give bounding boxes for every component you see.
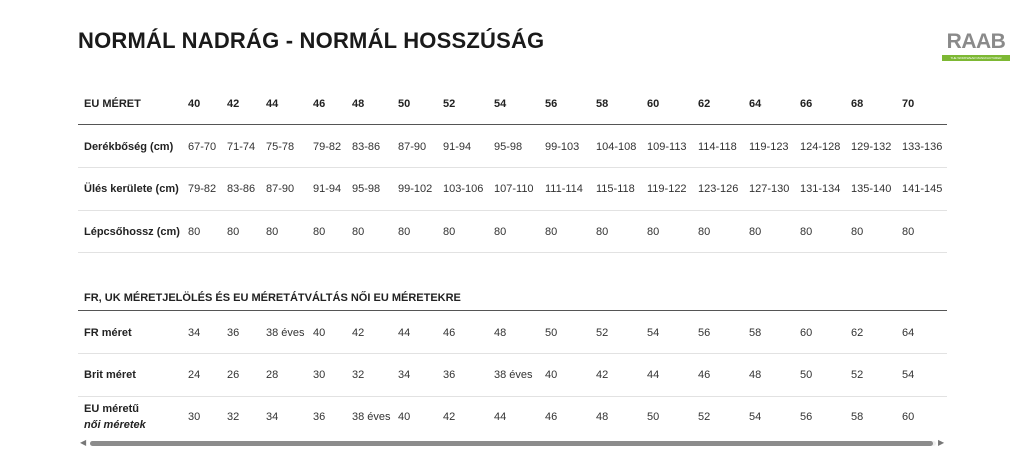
size-column-header: 56 bbox=[545, 98, 558, 110]
table-cell: 40 bbox=[545, 369, 558, 381]
table-cell: 52 bbox=[596, 327, 609, 339]
table-cell: 109-113 bbox=[647, 141, 687, 153]
table-cell: 58 bbox=[749, 327, 762, 339]
table-cell: 91-94 bbox=[313, 183, 342, 195]
size-column-header: 66 bbox=[800, 98, 813, 110]
table-cell: 58 bbox=[851, 411, 864, 423]
table-cell: 80 bbox=[749, 226, 762, 238]
table-cell: 80 bbox=[698, 226, 711, 238]
table-cell: 62 bbox=[851, 327, 864, 339]
table-cell: 42 bbox=[443, 411, 456, 423]
table-cell: 80 bbox=[851, 226, 864, 238]
table-cell: 141-145 bbox=[902, 183, 943, 195]
size-column-header: 54 bbox=[494, 98, 507, 110]
table-row-label: Ülés kerülete (cm) bbox=[84, 183, 179, 195]
table-cell: 44 bbox=[647, 369, 660, 381]
table-cell: 30 bbox=[188, 411, 201, 423]
table-cell: 119-122 bbox=[647, 183, 687, 195]
size-column-header: 58 bbox=[596, 98, 609, 110]
table-cell: 80 bbox=[647, 226, 660, 238]
table-cell: 80 bbox=[227, 226, 240, 238]
row-divider bbox=[78, 353, 947, 354]
table-cell: 127-130 bbox=[749, 183, 790, 195]
table-cell: 80 bbox=[494, 226, 507, 238]
size-column-header: 48 bbox=[352, 98, 365, 110]
table-row-label: Lépcsőhossz (cm) bbox=[84, 226, 180, 238]
table-cell: 42 bbox=[352, 327, 365, 339]
table-cell: 46 bbox=[443, 327, 456, 339]
table-cell: 80 bbox=[800, 226, 813, 238]
table-cell: 38 éves bbox=[266, 327, 305, 339]
table-cell: 30 bbox=[313, 369, 326, 381]
size-column-header: 42 bbox=[227, 98, 240, 110]
table-cell: 56 bbox=[698, 327, 711, 339]
table-cell: 36 bbox=[443, 369, 456, 381]
scroll-left-icon[interactable]: ◀ bbox=[80, 438, 87, 447]
table-cell: 99-102 bbox=[398, 183, 433, 195]
table-cell: 80 bbox=[902, 226, 915, 238]
table-cell: 50 bbox=[800, 369, 813, 381]
table-cell: 32 bbox=[352, 369, 365, 381]
table-cell: 87-90 bbox=[266, 183, 295, 195]
table-cell: 79-82 bbox=[188, 183, 217, 195]
page-title: NORMÁL NADRÁG - NORMÁL HOSSZÚSÁG bbox=[78, 28, 545, 53]
size-column-header: 44 bbox=[266, 98, 279, 110]
table-cell: 36 bbox=[227, 327, 240, 339]
table-row-sublabel: női méretek bbox=[84, 419, 146, 431]
size-column-header: 52 bbox=[443, 98, 456, 110]
eu-size-header-label: EU MÉRET bbox=[84, 98, 141, 110]
table-cell: 79-82 bbox=[313, 141, 342, 153]
table-cell: 48 bbox=[494, 327, 507, 339]
table-row-label: Brit méret bbox=[84, 369, 136, 381]
table-cell: 34 bbox=[188, 327, 201, 339]
size-column-header: 50 bbox=[398, 98, 411, 110]
table-cell: 54 bbox=[647, 327, 660, 339]
table-cell: 83-86 bbox=[352, 141, 381, 153]
table-cell: 123-126 bbox=[698, 183, 739, 195]
table-cell: 95-98 bbox=[352, 183, 381, 195]
header-divider bbox=[78, 124, 947, 125]
table-row-label: FR méret bbox=[84, 327, 132, 339]
table-cell: 60 bbox=[902, 411, 915, 423]
table-cell: 119-123 bbox=[749, 141, 789, 153]
table-cell: 40 bbox=[313, 327, 326, 339]
table-cell: 34 bbox=[398, 369, 411, 381]
row-divider bbox=[78, 252, 947, 253]
table-cell: 107-110 bbox=[494, 183, 534, 195]
scroll-thumb[interactable] bbox=[90, 441, 933, 446]
scroll-right-icon[interactable]: ▶ bbox=[938, 438, 945, 447]
table-cell: 54 bbox=[902, 369, 915, 381]
table-cell: 80 bbox=[352, 226, 365, 238]
table-cell: 80 bbox=[398, 226, 411, 238]
table-cell: 80 bbox=[545, 226, 558, 238]
table-cell: 104-108 bbox=[596, 141, 637, 153]
table-cell: 52 bbox=[698, 411, 711, 423]
table-cell: 131-134 bbox=[800, 183, 841, 195]
conversion-table-title: FR, UK MÉRETJELÖLÉS ÉS EU MÉRETÁTVÁLTÁS NŐI EU MÉRETEKRE bbox=[84, 292, 461, 304]
size-column-header: 60 bbox=[647, 98, 660, 110]
table-cell: 114-118 bbox=[698, 141, 737, 153]
size-column-header: 40 bbox=[188, 98, 201, 110]
table-cell: 52 bbox=[851, 369, 864, 381]
table-cell: 56 bbox=[800, 411, 813, 423]
table-cell: 32 bbox=[227, 411, 240, 423]
table-cell: 80 bbox=[266, 226, 279, 238]
table-cell: 103-106 bbox=[443, 183, 484, 195]
table-cell: 50 bbox=[545, 327, 558, 339]
table-cell: 99-103 bbox=[545, 141, 580, 153]
table-cell: 80 bbox=[443, 226, 456, 238]
table-cell: 67-70 bbox=[188, 141, 217, 153]
table-cell: 71-74 bbox=[227, 141, 256, 153]
table-cell: 95-98 bbox=[494, 141, 523, 153]
table-cell: 75-78 bbox=[266, 141, 295, 153]
table-cell: 26 bbox=[227, 369, 240, 381]
size-column-header: 70 bbox=[902, 98, 915, 110]
table-cell: 24 bbox=[188, 369, 201, 381]
table-cell: 115-118 bbox=[596, 183, 635, 195]
table-cell: 87-90 bbox=[398, 141, 427, 153]
table-cell: 129-132 bbox=[851, 141, 892, 153]
row-divider bbox=[78, 396, 947, 397]
table-cell: 80 bbox=[188, 226, 201, 238]
table-cell: 64 bbox=[902, 327, 915, 339]
table-cell: 36 bbox=[313, 411, 326, 423]
table-cell: 133-136 bbox=[902, 141, 943, 153]
horizontal-scrollbar[interactable] bbox=[80, 438, 946, 448]
table-cell: 60 bbox=[800, 327, 813, 339]
size-column-header: 68 bbox=[851, 98, 864, 110]
table-cell: 44 bbox=[494, 411, 507, 423]
row-divider bbox=[78, 210, 947, 211]
table-cell: 124-128 bbox=[800, 141, 841, 153]
table-cell: 44 bbox=[398, 327, 411, 339]
size-column-header: 64 bbox=[749, 98, 762, 110]
table-cell: 42 bbox=[596, 369, 609, 381]
table-cell: 83-86 bbox=[227, 183, 256, 195]
table-cell: 80 bbox=[596, 226, 609, 238]
table-cell: 135-140 bbox=[851, 183, 892, 195]
table-cell: 111-114 bbox=[545, 183, 583, 195]
logo-wordmark: RAAB bbox=[946, 30, 1006, 53]
table-cell: 91-94 bbox=[443, 141, 472, 153]
table-cell: 48 bbox=[596, 411, 609, 423]
row-divider bbox=[78, 167, 947, 168]
table-cell: 48 bbox=[749, 369, 762, 381]
table-cell: 38 éves bbox=[352, 411, 391, 423]
table-cell: 34 bbox=[266, 411, 279, 423]
table-cell: 46 bbox=[698, 369, 711, 381]
table-cell: 38 éves bbox=[494, 369, 533, 381]
logo-tagline: THE WORKWEAR MANUFACTURER bbox=[950, 56, 1002, 60]
table-cell: 54 bbox=[749, 411, 762, 423]
size-column-header: 62 bbox=[698, 98, 711, 110]
brand-logo[interactable] bbox=[940, 31, 1012, 63]
table-cell: 50 bbox=[647, 411, 660, 423]
table-cell: 40 bbox=[398, 411, 411, 423]
table-cell: 46 bbox=[545, 411, 558, 423]
table-cell: 80 bbox=[313, 226, 326, 238]
table-cell: 28 bbox=[266, 369, 279, 381]
table-row-label: Derékbőség (cm) bbox=[84, 141, 174, 153]
section-divider bbox=[78, 310, 947, 311]
table-row-label: EU méretű bbox=[84, 403, 140, 415]
size-column-header: 46 bbox=[313, 98, 326, 110]
